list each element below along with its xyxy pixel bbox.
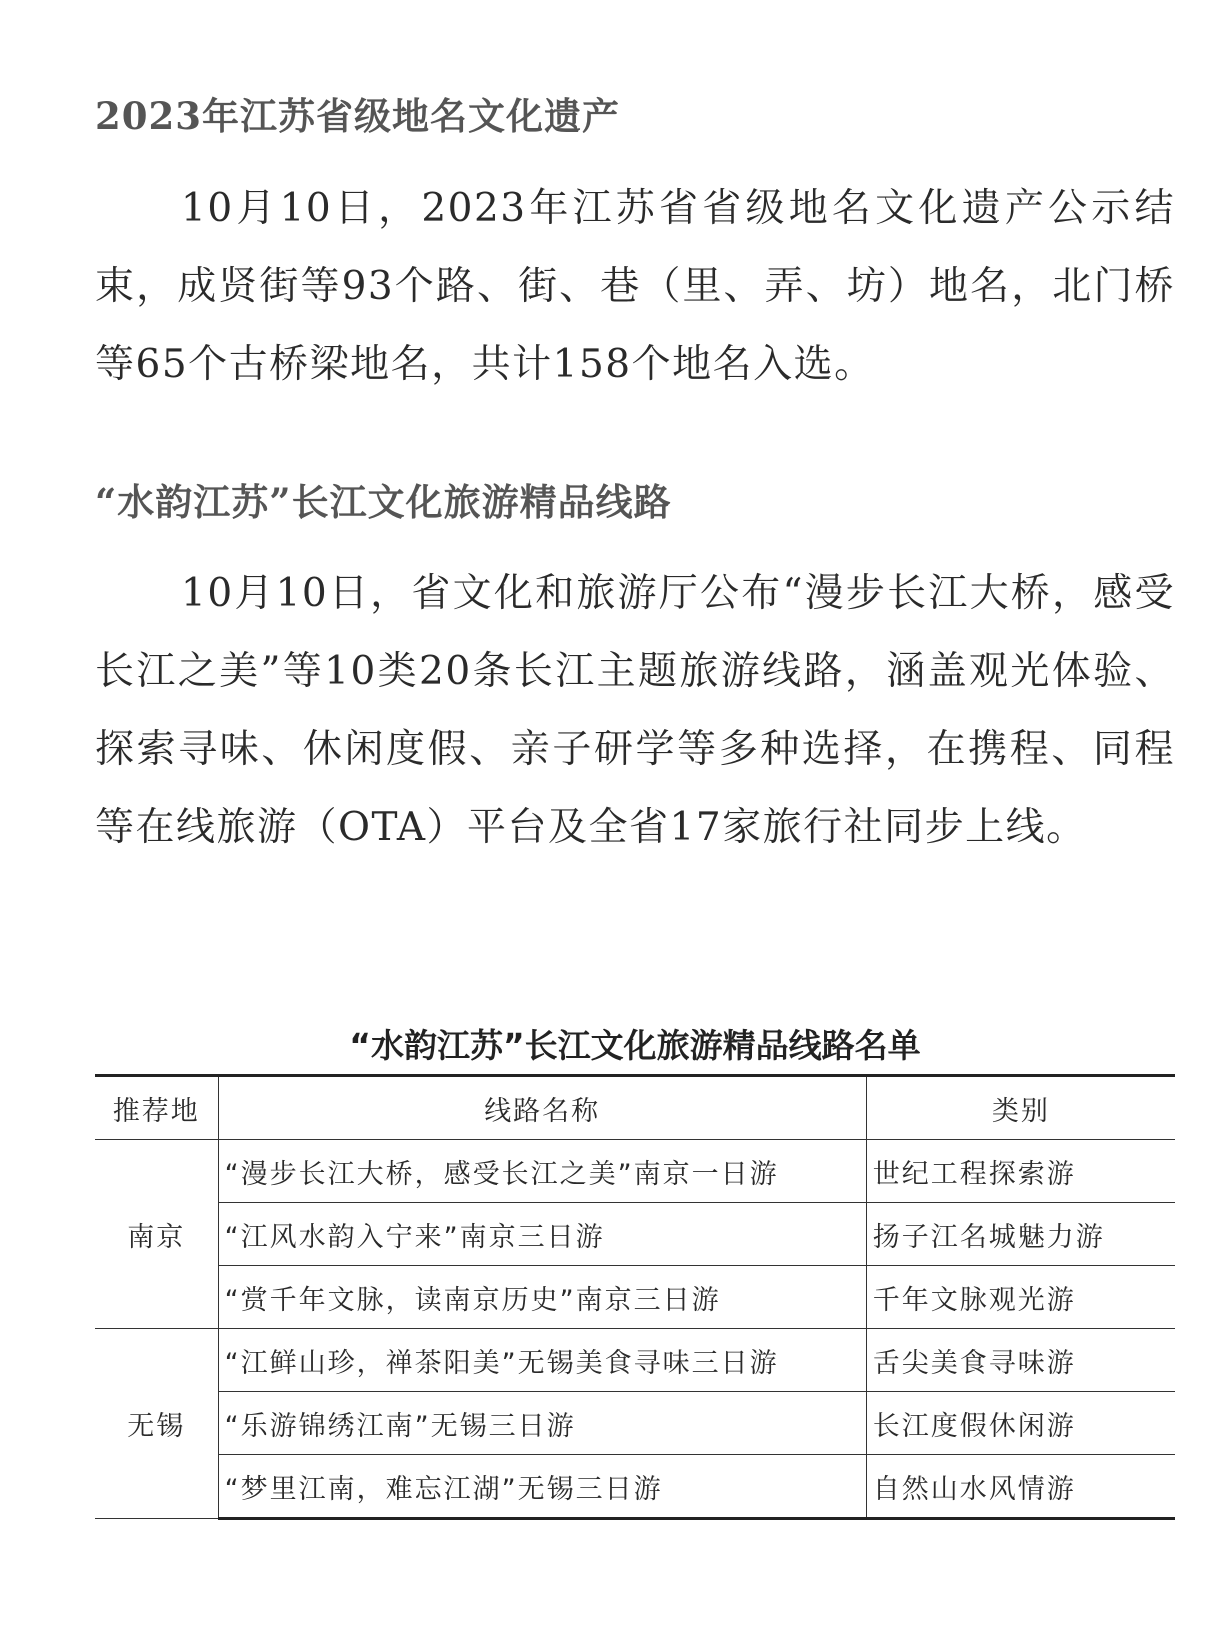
table-title: “水韵江苏”长江文化旅游精品线路名单 — [349, 1026, 921, 1065]
route-cell: “江鲜山珍，禅茶阳美”无锡美食寻味三日游 — [218, 1329, 866, 1392]
paragraph-yangtze-routes: 10月10日，省文化和旅游厅公布“漫步长江大桥，感受长江之美”等10类20条长江主题旅游线路，涵盖观光体验、探索寻味、休闲度假、亲子研学等多种选择，在携程、同程等在线旅游（OTA）平台及全省17家旅行社同步上线。 — [95, 571, 1175, 850]
section-heading-place-name-heritage: 2023年江苏省级地名文化遗产 — [95, 94, 620, 138]
route-cell: “漫步长江大桥，感受长江之美”南京一日游 — [218, 1140, 866, 1203]
table-row — [95, 1329, 1175, 1392]
type-cell: 自然山水风情游 — [866, 1455, 1175, 1519]
route-cell: “乐游锦绣江南”无锡三日游 — [218, 1392, 866, 1455]
type-cell: 舌尖美食寻味游 — [866, 1329, 1175, 1392]
section-heading-yangtze-routes: “水韵江苏”长江文化旅游精品线路 — [95, 480, 672, 524]
table-header-row — [95, 1076, 1175, 1140]
route-cell: “赏千年文脉，读南京历史”南京三日游 — [218, 1266, 866, 1329]
paragraph-place-name-heritage: 10月10日，2023年江苏省省级地名文化遗产公示结束，成贤街等93个路、街、巷（里、弄、坊）地名，北门桥等65个古桥梁地名，共计158个地名入选。 — [95, 186, 1175, 387]
table-row — [95, 1266, 1175, 1329]
type-cell: 扬子江名城魅力游 — [866, 1203, 1175, 1266]
place-cell-wuxi: 无锡 — [95, 1329, 218, 1519]
type-cell: 千年文脉观光游 — [866, 1266, 1175, 1329]
routes-table — [95, 1074, 1175, 1520]
table-row — [95, 1455, 1175, 1519]
type-cell: 世纪工程探索游 — [866, 1140, 1175, 1203]
route-cell: “梦里江南，难忘江湖”无锡三日游 — [218, 1455, 866, 1519]
header-route: 线路名称 — [218, 1076, 866, 1140]
place-cell-nanjing: 南京 — [95, 1140, 218, 1329]
header-type: 类别 — [866, 1076, 1175, 1140]
header-place: 推荐地 — [95, 1076, 218, 1140]
route-cell: “江风水韵入宁来”南京三日游 — [218, 1203, 866, 1266]
table-row — [95, 1392, 1175, 1455]
table-row — [95, 1203, 1175, 1266]
type-cell: 长江度假休闲游 — [866, 1392, 1175, 1455]
table-row — [95, 1140, 1175, 1203]
